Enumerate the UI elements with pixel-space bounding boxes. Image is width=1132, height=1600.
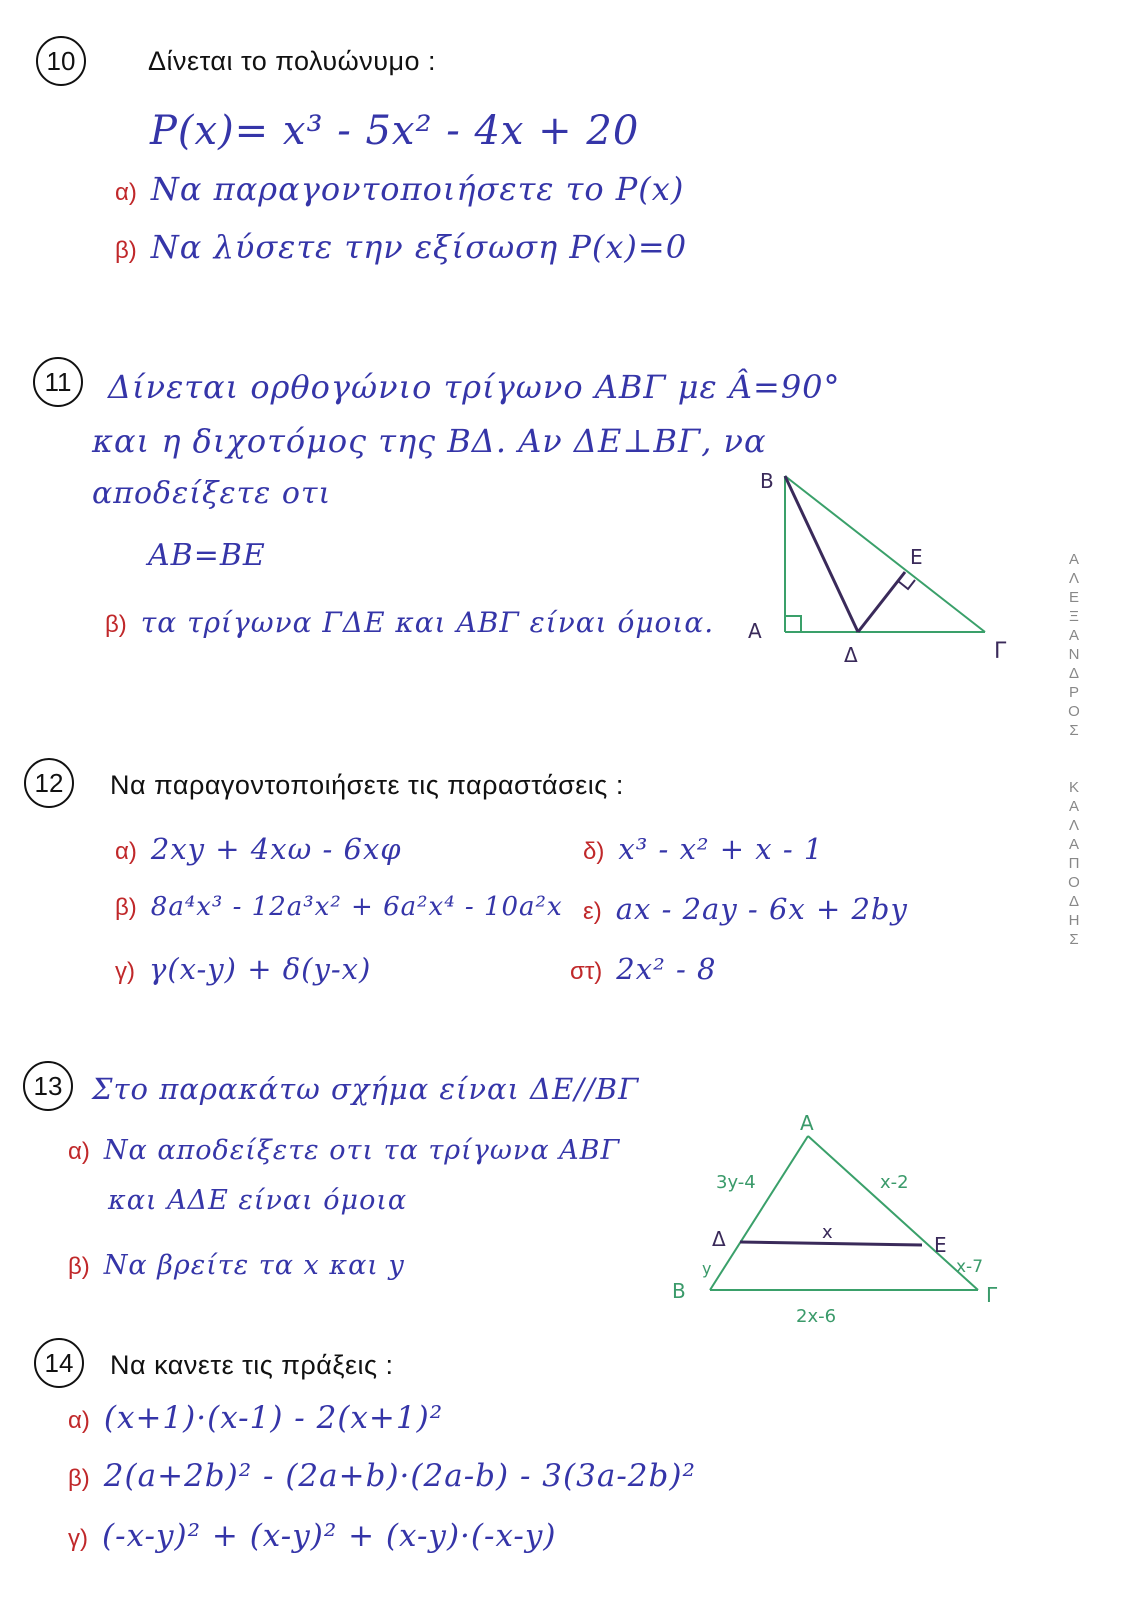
problem-13-number: 13 <box>23 1061 73 1111</box>
problem-10-intro: Δίνεται το πολυώνυμο : <box>148 46 437 76</box>
problem-11-b-label: β) <box>105 611 127 638</box>
problem-13-b-text: Να βρείτε τα x και y <box>103 1250 405 1281</box>
label-G: Γ <box>994 639 1007 664</box>
problem-11-line-3: αποδείξετε οτι <box>92 476 332 511</box>
label-B: Β <box>672 1279 686 1303</box>
side-text-glyph: Α <box>1068 627 1079 644</box>
problem-13-part-a-line-2: και ΑΔΕ είναι όμοια <box>108 1185 408 1216</box>
problem-13-intro: Στο παρακάτω σχήμα είναι ΔΕ//ΒΓ <box>92 1072 640 1106</box>
side-text-glyph: Δ <box>1068 893 1080 910</box>
side-text-glyph: Ε <box>1068 589 1079 606</box>
problem-14-a-label: α) <box>68 1407 90 1434</box>
problem-11-part-b <box>105 606 714 639</box>
problem-12-item-b <box>115 892 563 922</box>
problem-10-a-text: Να παραγοντοποιήσετε το P(x) <box>150 170 685 208</box>
author-side-text <box>1064 550 1084 949</box>
problem-13-part-a-line-1 <box>68 1135 620 1166</box>
label-AE: x-2 <box>880 1172 909 1193</box>
problem-11-figure <box>730 460 1040 680</box>
side-text-glyph: Α <box>1068 836 1079 853</box>
problem-11-b-text: τα τρίγωνα ΓΔΕ και ΑΒΓ είναι όμοια. <box>140 606 715 639</box>
problem-14-c-expr: (-x-y)² + (x-y)² + (x-y)·(-x-y) <box>102 1518 557 1554</box>
problem-11-number: 11 <box>33 357 83 407</box>
label-D: Δ <box>712 1227 726 1251</box>
problem-11-line-4: ΑΒ=ΒΕ <box>148 538 266 573</box>
problem-12-c-label: γ) <box>115 958 135 985</box>
label-AD: 3y-4 <box>716 1172 756 1193</box>
problem-10-polynomial: P(x)= x³ - 5x² - 4x + 20 <box>150 108 640 154</box>
problem-12-c-expr: γ(x-y) + δ(y-x) <box>149 952 372 986</box>
side-text-glyph: Π <box>1068 855 1080 872</box>
problem-12-item-a <box>115 832 402 866</box>
problem-12-a-label: α) <box>115 838 137 865</box>
bisector-bd <box>785 476 858 632</box>
problem-14-intro: Να κανετε τις πράξεις : <box>110 1350 394 1380</box>
label-E: Ε <box>934 1233 947 1257</box>
side-text-glyph: Ρ <box>1068 684 1079 701</box>
side-text-glyph: Α <box>1068 551 1079 568</box>
side-text-glyph: Σ <box>1069 931 1079 948</box>
problem-12-f-expr: 2x² - 8 <box>616 952 717 986</box>
problem-14-a-expr: (x+1)·(x-1) - 2(x+1)² <box>103 1400 444 1436</box>
side-text-glyph: Λ <box>1068 570 1080 587</box>
label-G: Γ <box>986 1283 998 1307</box>
side-ab <box>710 1136 808 1290</box>
problem-12-item-d <box>583 832 823 866</box>
side-bg <box>785 476 985 632</box>
problem-13-figure <box>660 1100 1020 1330</box>
problem-11-line-2: και η διχοτόμος της ΒΔ. Αν ΔΕ⊥ΒΓ, να <box>92 422 767 460</box>
problem-12-f-label: στ) <box>570 958 603 985</box>
side-text-glyph: Ο <box>1068 874 1080 891</box>
label-A: Α <box>800 1111 814 1135</box>
problem-10-a-label: α) <box>115 179 137 206</box>
problem-12-d-expr: x³ - x² + x - 1 <box>618 832 824 866</box>
problem-10-part-a <box>115 170 684 208</box>
side-text-glyph: Η <box>1068 912 1080 929</box>
problem-14-item-b <box>68 1458 696 1494</box>
label-D: Δ <box>844 643 858 667</box>
side-text-glyph: Κ <box>1068 779 1079 796</box>
problem-11-line-1: Δίνεται ορθογώνιο τρίγωνο ΑΒΓ με Â=90° <box>108 368 841 406</box>
label-A: Α <box>748 619 762 643</box>
problem-12-item-e <box>583 892 908 926</box>
problem-12-e-expr: ax - 2ay - 6x + 2by <box>615 892 908 926</box>
problem-10-part-b <box>115 228 687 266</box>
problem-13-part-b <box>68 1250 405 1281</box>
side-text-glyph: Ο <box>1068 703 1080 720</box>
label-B: Β <box>760 469 774 493</box>
right-angle-a <box>785 616 801 632</box>
problem-12-a-expr: 2xy + 4xω - 6xφ <box>150 832 402 866</box>
problem-12-item-c <box>115 952 371 986</box>
side-text-glyph: Ν <box>1068 646 1080 663</box>
problem-10-b-label: β) <box>115 237 137 264</box>
problem-13-b-label: β) <box>68 1253 90 1280</box>
side-text-glyph: Α <box>1068 798 1079 815</box>
problem-10-number: 10 <box>36 36 86 86</box>
label-BG: 2x-6 <box>796 1306 837 1327</box>
problem-14-c-label: γ) <box>68 1525 88 1552</box>
right-angle-e <box>898 580 915 589</box>
problem-12-b-label: β) <box>115 894 137 921</box>
problem-12-b-expr: 8a⁴x³ - 12a³x² + 6a²x⁴ - 10a²x <box>150 892 563 922</box>
problem-14-b-label: β) <box>68 1465 90 1492</box>
problem-14-item-c <box>68 1518 556 1554</box>
problem-14-b-expr: 2(a+2b)² - (2a+b)·(2a-b) - 3(3a-2b)² <box>103 1458 696 1494</box>
problem-12-e-label: ε) <box>583 898 602 925</box>
segment-de <box>858 572 905 632</box>
problem-14-item-a <box>68 1400 443 1436</box>
side-text-glyph: Λ <box>1068 817 1080 834</box>
label-E: Ε <box>910 545 923 569</box>
label-EG: x-7 <box>956 1257 984 1277</box>
label-DB: y <box>702 1259 712 1278</box>
side-text-glyph: Ξ <box>1069 608 1079 625</box>
side-text-glyph: Σ <box>1069 722 1079 739</box>
side-text-glyph <box>1064 740 1084 778</box>
problem-12-number: 12 <box>24 758 74 808</box>
problem-13-a-label: α) <box>68 1138 90 1165</box>
side-text-glyph: Δ <box>1068 665 1080 682</box>
problem-13-a-text-1: Να αποδείξετε οτι τα τρίγωνα ΑΒΓ <box>103 1135 621 1166</box>
problem-10-b-text: Να λύσετε την εξίσωση P(x)=0 <box>150 228 688 266</box>
side-ag <box>808 1136 978 1290</box>
label-DE: x <box>822 1222 833 1243</box>
problem-12-intro: Να παραγοντοποιήσετε τις παραστάσεις : <box>110 770 624 800</box>
problem-14-number: 14 <box>34 1338 84 1388</box>
problem-12-item-f <box>570 952 716 986</box>
problem-12-d-label: δ) <box>583 838 605 865</box>
